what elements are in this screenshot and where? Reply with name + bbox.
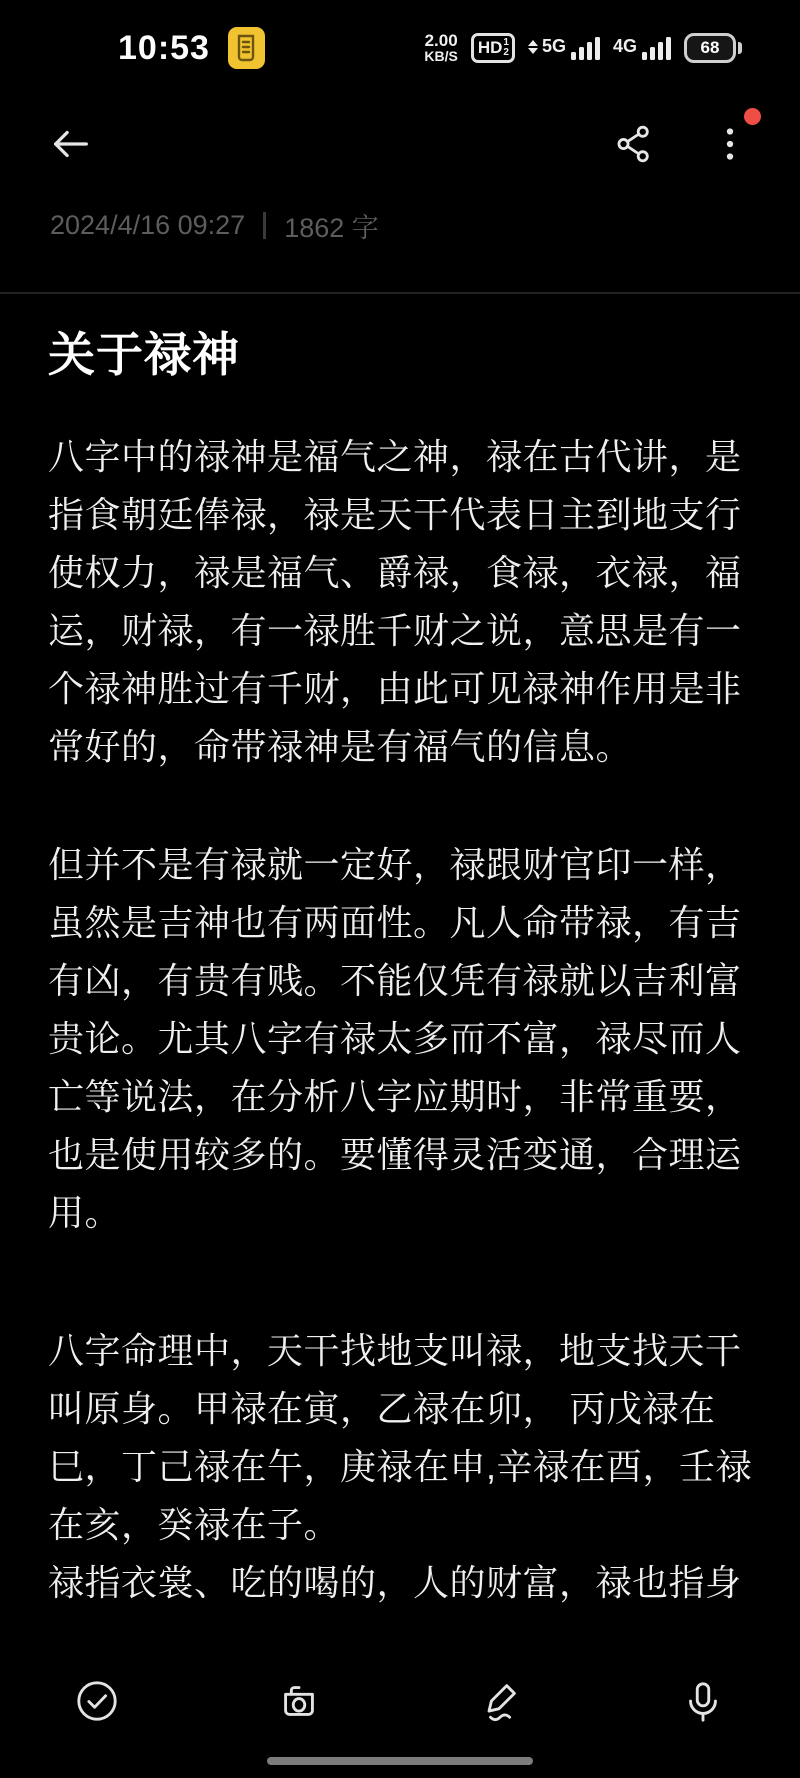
note-line: 用。	[48, 1192, 122, 1233]
back-button[interactable]	[44, 118, 96, 170]
note-line: 贵论。尤其八字有禄太多而不富，禄尽而人	[48, 1018, 742, 1059]
meta-separator	[263, 212, 266, 239]
battery-icon	[684, 33, 742, 63]
status-left	[118, 27, 265, 69]
paragraph-2	[48, 836, 752, 1242]
share-button[interactable]	[608, 118, 660, 170]
note-line: 也是使用较多的。要懂得灵活变通，合理运	[48, 1134, 742, 1175]
note-line: 巳，丁己禄在午，庚禄在申,辛禄在酉，壬禄	[48, 1446, 753, 1487]
note-line: 使权力，禄是福气、爵禄，食禄，衣禄，福	[48, 552, 742, 593]
more-menu-button[interactable]	[704, 118, 756, 170]
signal-bars-sim1	[571, 37, 600, 60]
note-line: 在亥，癸禄在子。	[48, 1504, 341, 1545]
note-line: 个禄神胜过有千财，由此可见禄神作用是非	[48, 668, 742, 709]
camera-button[interactable]	[274, 1676, 324, 1726]
voice-button[interactable]	[678, 1676, 728, 1726]
note-word-count: 1862 字	[284, 213, 379, 243]
note-line: 常好的，命带禄神是有福气的信息。	[48, 726, 633, 767]
paragraph-1	[48, 428, 752, 776]
notification-dot-badge	[744, 108, 761, 125]
note-line: 叫原身。甲禄在寅，乙禄在卯， 丙戊禄在	[48, 1388, 716, 1429]
hd-sim1: 1	[503, 37, 509, 48]
note-meta	[50, 206, 379, 245]
check-circle-icon	[74, 1678, 120, 1724]
note-line: 有凶，有贵有贱。不能仅凭有禄就以吉利富	[48, 960, 742, 1001]
status-bar	[0, 20, 800, 76]
camera-icon	[276, 1678, 322, 1724]
nav-bar	[0, 110, 800, 178]
signal-bars-sim2	[642, 37, 671, 60]
todo-check-button[interactable]	[72, 1676, 122, 1726]
share-icon	[613, 123, 655, 165]
note-line: 运，财禄，有一禄胜千财之说，意思是有一	[48, 610, 742, 651]
notes-notification-icon	[228, 27, 265, 69]
note-line: 指食朝廷俸禄，禄是天干代表日主到地支行	[48, 494, 742, 535]
doodle-button[interactable]	[476, 1676, 526, 1726]
network-type-sim1: 5G	[541, 35, 566, 56]
note-line: 但并不是有禄就一定好，禄跟财官印一样，	[48, 844, 742, 885]
note-editor-area[interactable]	[0, 294, 800, 1640]
bottom-toolbar	[0, 1676, 800, 1726]
signal-5g	[528, 37, 600, 60]
status-right	[424, 32, 742, 64]
signal-4g	[613, 37, 671, 60]
kebab-menu-icon	[710, 124, 750, 164]
battery-percent: 68	[700, 38, 720, 57]
note-line: 八字命理中，天干找地支叫禄，地支找天干	[48, 1330, 742, 1371]
network-speed	[424, 32, 457, 64]
network-speed-unit: KB/S	[424, 48, 458, 64]
home-indicator[interactable]	[267, 1757, 533, 1765]
note-datetime: 2024/4/16 09:27	[50, 210, 246, 240]
network-type-sim2: 4G	[612, 35, 637, 56]
microphone-icon	[680, 1678, 726, 1724]
note-line: 八字中的禄神是福气之神，禄在古代讲，是	[48, 436, 742, 477]
clock: 10:53	[118, 28, 210, 67]
note-line: 禄指衣裳、吃的喝的，人的财富，禄也指身	[48, 1562, 742, 1603]
paragraph-3	[48, 1322, 752, 1612]
hd-label: HD	[477, 38, 503, 57]
back-arrow-icon	[47, 121, 93, 167]
volte-hd-icon	[471, 33, 515, 63]
pen-doodle-icon	[478, 1678, 524, 1724]
hd-sim2: 2	[503, 47, 509, 58]
network-speed-value: 2.00	[424, 31, 458, 50]
data-activity-icon	[528, 40, 538, 54]
note-title[interactable]: 关于禄神	[48, 328, 240, 381]
note-line: 虽然是吉神也有两面性。凡人命带禄，有吉	[48, 902, 742, 943]
note-line: 亡等说法，在分析八字应期时，非常重要，	[48, 1076, 742, 1117]
